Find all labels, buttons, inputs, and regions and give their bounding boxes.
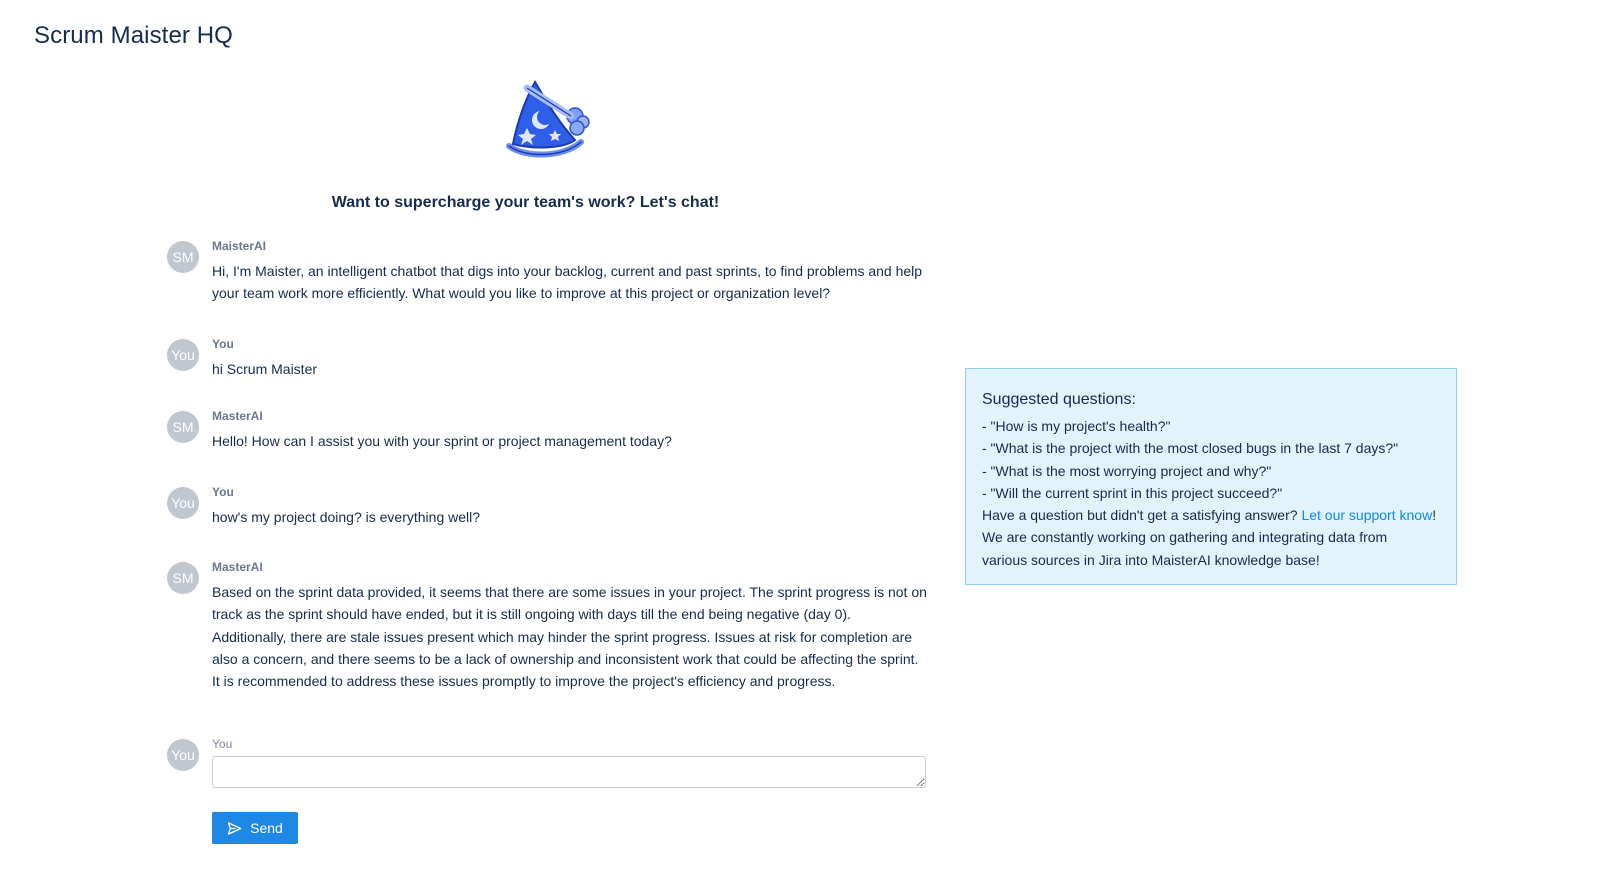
tagline: Want to supercharge your team's work? Let's chat! <box>331 194 720 211</box>
suggestions-title: Suggested questions: <box>982 391 1136 408</box>
avatar: SM <box>167 562 199 594</box>
message-text: Hello! How can I assist you with your sprint or project management today? <box>212 433 672 449</box>
message-author: You <box>212 485 234 499</box>
message-author: You <box>212 337 234 351</box>
message-text: Hi, I'm Maister, an intelligent chatbot that digs into your backlog, current and past sprints, to find problems and help your team work more efficiently. What would you like to improve at this project or organization level? <box>212 263 923 302</box>
avatar: You <box>167 339 199 371</box>
message-text: hi Scrum Maister <box>212 361 318 377</box>
chat-message <box>167 238 927 305</box>
avatar: SM <box>167 411 199 443</box>
message-author: MasterAI <box>212 409 263 423</box>
send-label: Send <box>250 820 283 836</box>
compose-message <box>167 736 927 788</box>
support-link[interactable]: Let our support know <box>1301 507 1433 524</box>
wizard-hat-icon <box>505 78 595 164</box>
suggested-question[interactable]: - "Will the current sprint in this project succeed?" <box>982 484 1283 501</box>
suggested-question[interactable]: - "What is the project with the most closed bugs in the last 7 days?" <box>982 440 1399 457</box>
chat-message <box>167 484 927 528</box>
message-text: how's my project doing? is everything well? <box>212 509 481 525</box>
avatar: You <box>167 487 199 519</box>
message-author: MasterAI <box>212 560 263 574</box>
compose-area <box>167 736 927 788</box>
compose-author: You <box>212 737 233 751</box>
avatar: You <box>167 739 199 771</box>
info-note-line: various sources in Jira into MaisterAI knowledge base! <box>982 551 1320 568</box>
support-note <box>982 504 1440 526</box>
suggested-questions-panel <box>965 368 1457 585</box>
chat-message <box>167 408 927 452</box>
app-title: Scrum Maister HQ <box>34 22 233 49</box>
send-icon <box>227 821 242 836</box>
suggested-question[interactable]: - "What is the most worrying project and why?" <box>982 462 1272 479</box>
chat-message <box>167 336 927 380</box>
support-prefix: Have a question but didn't get a satisfying answer? <box>982 507 1302 524</box>
send-button[interactable] <box>212 812 298 844</box>
message-input[interactable] <box>212 756 926 788</box>
support-suffix: ! <box>1432 507 1437 524</box>
message-author: MaisterAI <box>212 239 267 253</box>
avatar: SM <box>167 241 199 273</box>
suggested-question[interactable]: - "How is my project's health?" <box>982 418 1171 434</box>
chat-message <box>167 559 927 692</box>
info-note-line: We are constantly working on gathering and integrating data from <box>982 529 1388 546</box>
message-text: Based on the sprint data provided, it seems that there are some issues in your project. The sprint progress is not on track as the sprint should have ended, but it is still ongoing with days till the end being negative (day 0). Additionally, there are stale issues present which may hinder the sprint progress. Issues at risk for completion are also a concern, and there seems to be a lack of ownership and inconsistent work that could be affecting the sprint. It is recommended to address these issues promptly to improve the project's efficiency and progress. <box>212 584 927 690</box>
